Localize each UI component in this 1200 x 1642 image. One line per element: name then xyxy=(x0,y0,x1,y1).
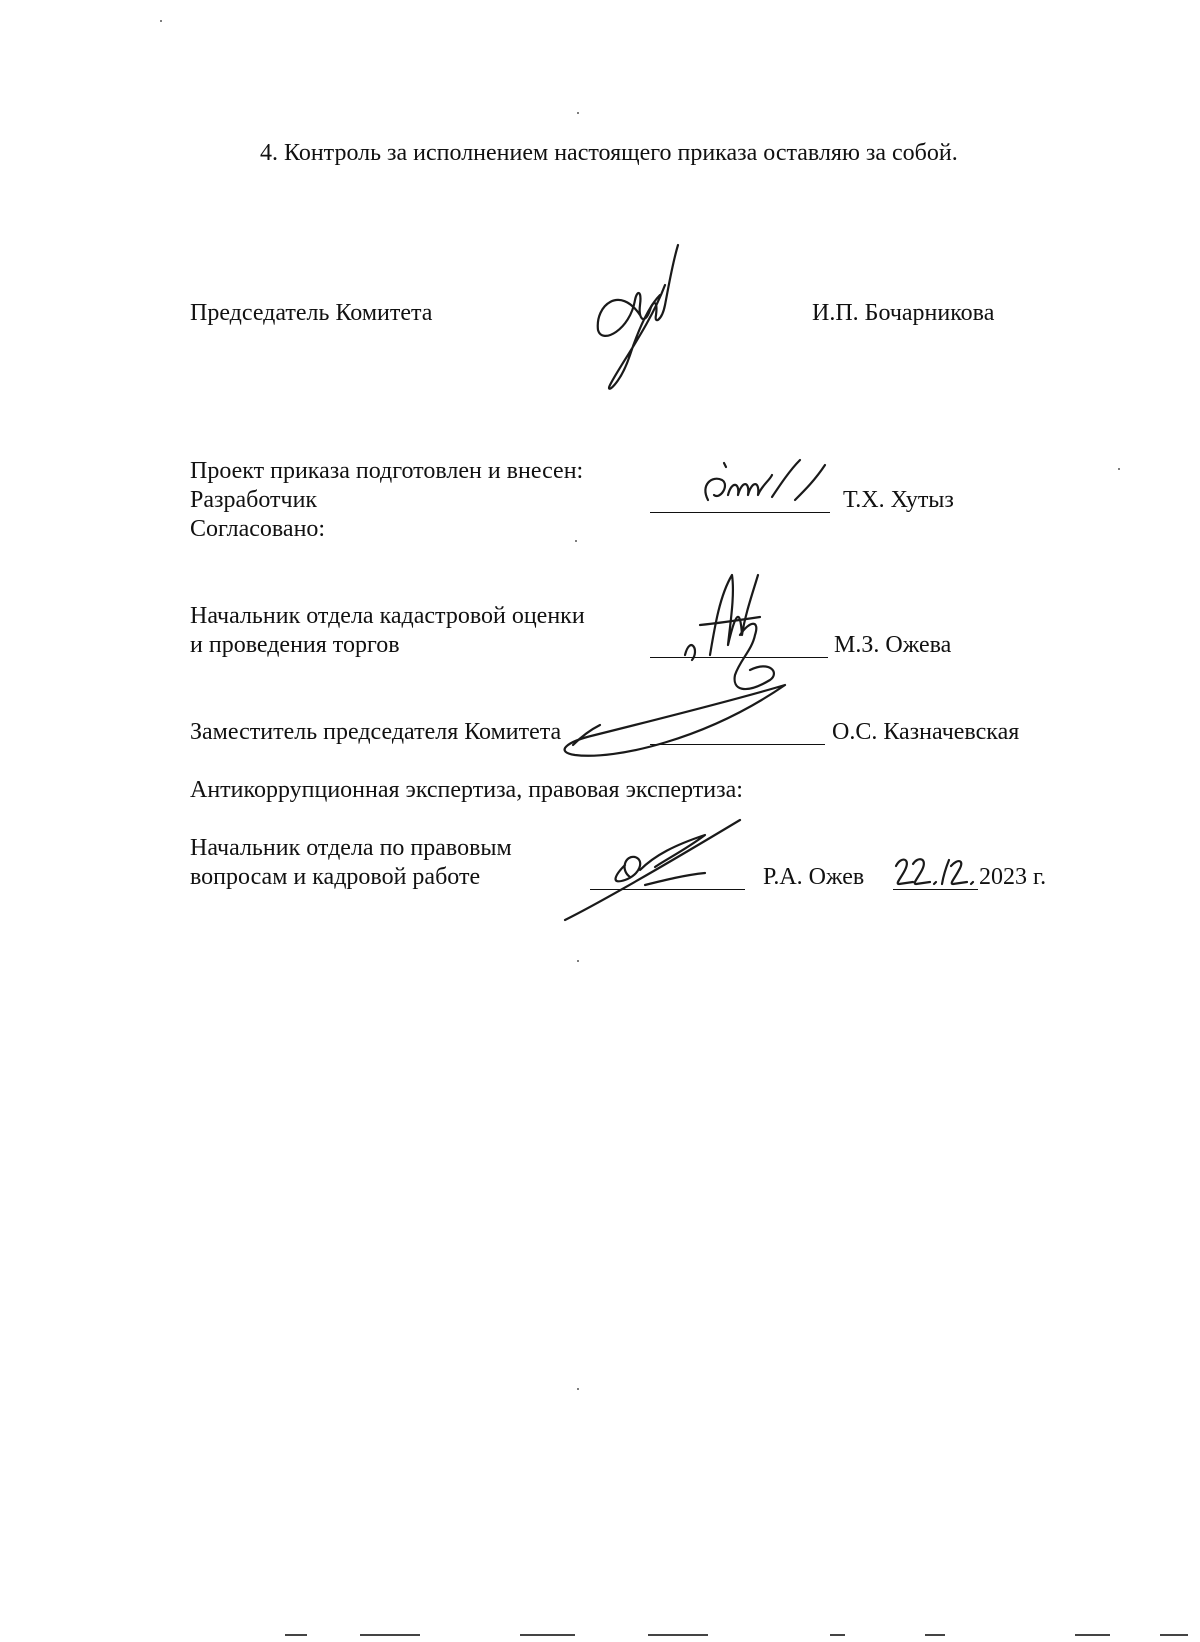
scan-edge-mark xyxy=(520,1634,575,1636)
scan-speck xyxy=(575,540,577,542)
scan-edge-mark xyxy=(925,1634,945,1636)
deputy-name: О.С. Казначевская xyxy=(832,719,1020,745)
scan-speck xyxy=(160,20,162,22)
prepared-role: Разработчик xyxy=(190,487,318,513)
developer-signature xyxy=(700,455,830,515)
scan-edge-mark xyxy=(1160,1634,1188,1636)
legal-head-name: Р.А. Ожев xyxy=(763,864,865,890)
scan-speck xyxy=(577,112,579,114)
scan-edge-mark xyxy=(830,1634,845,1636)
cadastral-head-title-line1: Начальник отдела кадастровой оценки xyxy=(190,603,585,629)
cadastral-head-name: М.З. Ожева xyxy=(834,632,952,658)
cadastral-head-title-line2: и проведения торгов xyxy=(190,632,400,658)
prepared-name: Т.Х. Хутыз xyxy=(843,487,954,513)
chairman-name: И.П. Бочарникова xyxy=(812,300,995,326)
scan-edge-mark xyxy=(285,1634,307,1636)
deputy-signature xyxy=(555,680,795,760)
legal-head-title-line2: вопросам и кадровой работе xyxy=(190,864,481,890)
legal-signature xyxy=(565,815,765,925)
scan-speck xyxy=(1118,468,1120,470)
agreed-label: Согласовано: xyxy=(190,516,326,542)
scan-speck xyxy=(577,1388,579,1390)
deputy-title: Заместитель председателя Комитета xyxy=(190,719,562,745)
scan-edge-mark xyxy=(648,1634,708,1636)
scan-speck xyxy=(577,960,579,962)
legal-head-year: 2023 г. xyxy=(979,864,1047,890)
scan-edge-mark xyxy=(360,1634,420,1636)
scan-edge-mark xyxy=(1075,1634,1110,1636)
handwritten-date xyxy=(893,852,983,892)
expertise-label: Антикоррупционная экспертиза, правовая экспертиза: xyxy=(190,777,743,803)
prepared-heading: Проект приказа подготовлен и внесен: xyxy=(190,458,584,484)
control-paragraph: 4. Контроль за исполнением настоящего приказа оставляю за собой. xyxy=(260,140,958,166)
legal-head-title-line1: Начальник отдела по правовым xyxy=(190,835,512,861)
chairman-title: Председатель Комитета xyxy=(190,300,433,326)
chairman-signature xyxy=(590,245,710,395)
